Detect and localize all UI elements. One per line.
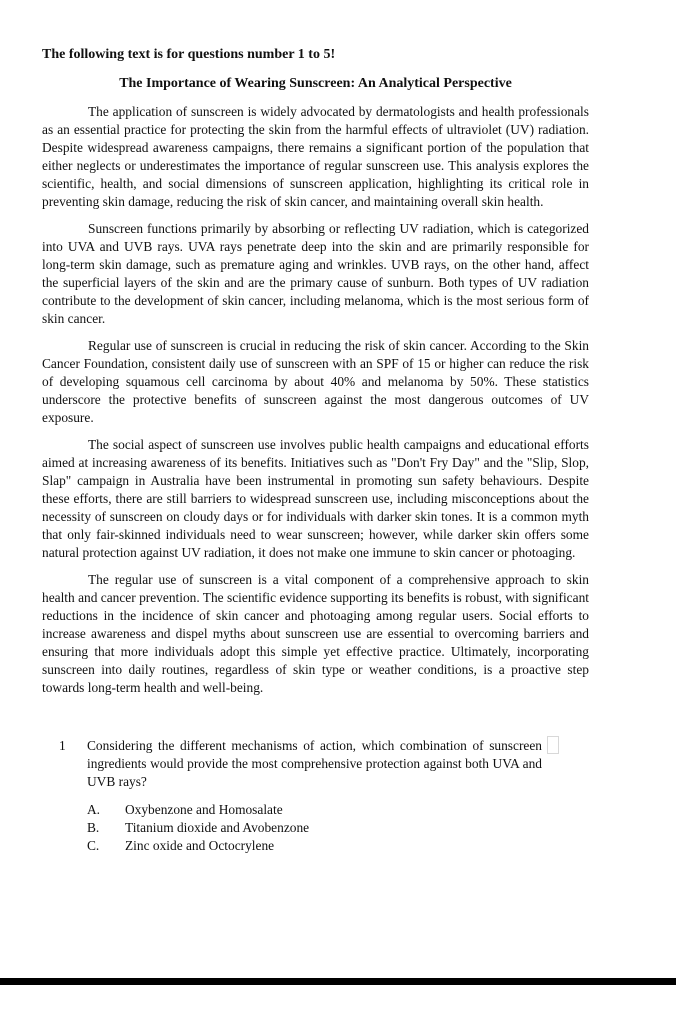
option-letter: A. (87, 802, 101, 817)
option-letter: C. (87, 838, 100, 853)
document-page (42, 46, 589, 868)
instruction-text: The following text is for questions number 1 to 5! (42, 47, 336, 62)
answer-box[interactable] (547, 736, 559, 754)
option-text: Zinc oxide and Octocrylene (125, 838, 275, 853)
question-1 (42, 737, 542, 855)
answer-options (87, 801, 542, 855)
option-text: Oxybenzone and Homosalate (125, 802, 283, 817)
paragraph-4: The social aspect of sunscreen use involves public health campaigns and educational efforts aimed at increasing awareness of its benefits. Initiatives such as "Don't Fry Day" and the "Slip, Slop, Slap" campaign in Australia have been instrumental in promoting sun safety behaviours. Despite these efforts, there are still barriers to widespread sunscreen use, including misconceptions about the necessity of sunscreen on cloudy days or for individuals with darker skin tones. It is a common myth that only fair-skinned individuals need to wear sunscreen; however, while darker skin offers some natural protection against UV radiation, it does not make one immune to skin cancer or photoaging. (42, 437, 589, 560)
option-c[interactable] (87, 837, 542, 855)
option-a[interactable] (87, 801, 542, 819)
question-number: 1 (59, 738, 66, 753)
option-text: Titanium dioxide and Avobenzone (125, 820, 310, 835)
article-title: The Importance of Wearing Sunscreen: An Analytical Perspective (119, 76, 512, 91)
paragraph-1: The application of sunscreen is widely advocated by dermatologists and health professionals as an essential practice for protecting the skin from the harmful effects of ultraviolet (UV) radiation. Despite widespread awareness campaigns, there remains a significant portion of the population that either neglects or underestimates the importance of regular sunscreen use. This analysis explores the scientific, health, and social dimensions of sunscreen application, highlighting its critical role in preventing skin damage, reducing the risk of skin cancer, and maintaining overall skin health. (42, 104, 589, 209)
question-text: Considering the different mechanisms of action, which combination of sunscreen ingredients would provide the most comprehensive protection against both UVA and UVB rays? (87, 738, 542, 789)
option-b[interactable] (87, 819, 542, 837)
paragraph-3: Regular use of sunscreen is crucial in reducing the risk of skin cancer. According to the Skin Cancer Foundation, consistent daily use of sunscreen with an SPF of 15 or higher can reduce the risk of developing squamous cell carcinoma by about 40% and melanoma by 50%. These statistics underscore the protective benefits of sunscreen against the most dangerous outcomes of UV exposure. (42, 338, 589, 425)
page-bottom-divider (0, 978, 676, 985)
paragraph-2: Sunscreen functions primarily by absorbing or reflecting UV radiation, which is categorized into UVA and UVB rays. UVA rays penetrate deep into the skin and are primarily responsible for long-term skin damage, such as premature aging and wrinkles. UVB rays, on the other hand, affect the superficial layers of the skin and are the primary cause of sunburn. Both types of UV radiation contribute to the development of skin cancer, including melanoma, which is the most serious form of skin cancer. (42, 221, 589, 326)
paragraph-5: The regular use of sunscreen is a vital component of a comprehensive approach to skin health and cancer prevention. The scientific evidence supporting its benefits is robust, with significant reductions in the incidence of skin cancer and photoaging among regular users. Social efforts to increase awareness and dispel myths about sunscreen use are essential to overcoming barriers and ensuring that more individuals adopt this simple yet effective practice. Ultimately, incorporating sunscreen into daily routines, regardless of skin type or weather conditions, is a proactive step towards long-term health and well-being. (42, 572, 589, 695)
option-letter: B. (87, 820, 100, 835)
